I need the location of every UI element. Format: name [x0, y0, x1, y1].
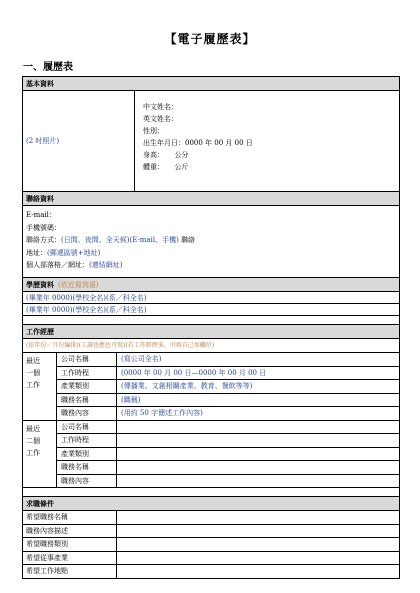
field-gender: 性別： [143, 127, 164, 135]
job-row: 公司名稱 [57, 421, 399, 435]
wish-row: 希望職務類別 [23, 538, 399, 552]
wish-row: 職務內容描述 [23, 525, 399, 539]
education-header: 學歷資料 (依近寫到遠) [23, 278, 399, 292]
job-label: 最近 二個 工作 [23, 421, 57, 488]
job-row: 職務名稱 [57, 461, 399, 475]
field-birthdate: 出生年月日：0000 年 00 月 00 日 [143, 139, 253, 147]
wish-row: 希望職務名稱 [23, 511, 399, 525]
wish-row: 希望從事產業 [23, 552, 399, 566]
contact-method: 聯絡方式：(日間、夜間、全天候)(E-mail、手機) 聯絡 [26, 236, 196, 244]
document-title: 【電子履歷表】 [164, 32, 256, 46]
photo-label: (2 吋照片) [26, 137, 60, 145]
basic-fields [135, 91, 253, 191]
basic-info-section [23, 91, 399, 192]
job-row: 職務內容 [57, 475, 399, 488]
work-header: 工作經歷 [23, 325, 399, 339]
field-height: 身高： 公分 [143, 151, 189, 159]
job-row: 產業類別 [57, 448, 399, 462]
field-chinese-name: 中文姓名： [143, 103, 178, 111]
job-row: 工作時程 [57, 434, 399, 448]
spacer [23, 488, 399, 497]
section-heading: 一、履歷表 [23, 62, 73, 73]
field-english-name: 英文姓名： [143, 115, 178, 123]
job-row: 職務內容 (用約 50 字簡述工作內容) [57, 407, 399, 420]
contact-header: 聯絡資料 [23, 192, 399, 206]
job-label: 最近 一個 工作 [23, 353, 57, 420]
contact-address: 地址：(郵遞區號+地址) [26, 248, 101, 257]
work-hint: (依年份／月份編排)(工讀也應也可寫)(若工作經歷多，可再自己加欄位) [23, 339, 399, 353]
education-row: (畢業年 0000)(學校全名)(系／科全名) [23, 292, 399, 304]
photo-placeholder [23, 91, 135, 191]
field-weight: 體重： 公斤 [143, 163, 189, 171]
contact-email: E-mail： [26, 211, 56, 219]
job-wishes-section [23, 511, 399, 579]
job-block-2 [23, 421, 399, 489]
resume-table [22, 76, 400, 579]
contact-website: 個人部落格／網址：(連結網址) [26, 261, 123, 269]
job-row: 工作時程 (0000 年 00 月 00 日—0000 年 00 月 00 日 [57, 367, 399, 381]
basic-info-header: 基本資料 [23, 77, 399, 91]
job-row: 職務名稱 (職稱) [57, 394, 399, 408]
job-row: 產業類別 (傳播業、文創相關產業、教育、餐飲等等) [57, 380, 399, 394]
wish-row: 希望工作地點 [23, 565, 399, 579]
contact-section [23, 206, 399, 278]
education-hint: (依近寫到遠) [58, 281, 99, 289]
job-wishes-header: 求職條件 [23, 497, 399, 511]
job-block-1 [23, 353, 399, 421]
spacer [23, 316, 399, 325]
contact-phone: 手機號碼： [26, 223, 61, 232]
education-row: (畢業年 0000)(學校全名)(系／科全名) [23, 304, 399, 316]
job-row: 公司名稱 (寫公司全名) [57, 353, 399, 367]
